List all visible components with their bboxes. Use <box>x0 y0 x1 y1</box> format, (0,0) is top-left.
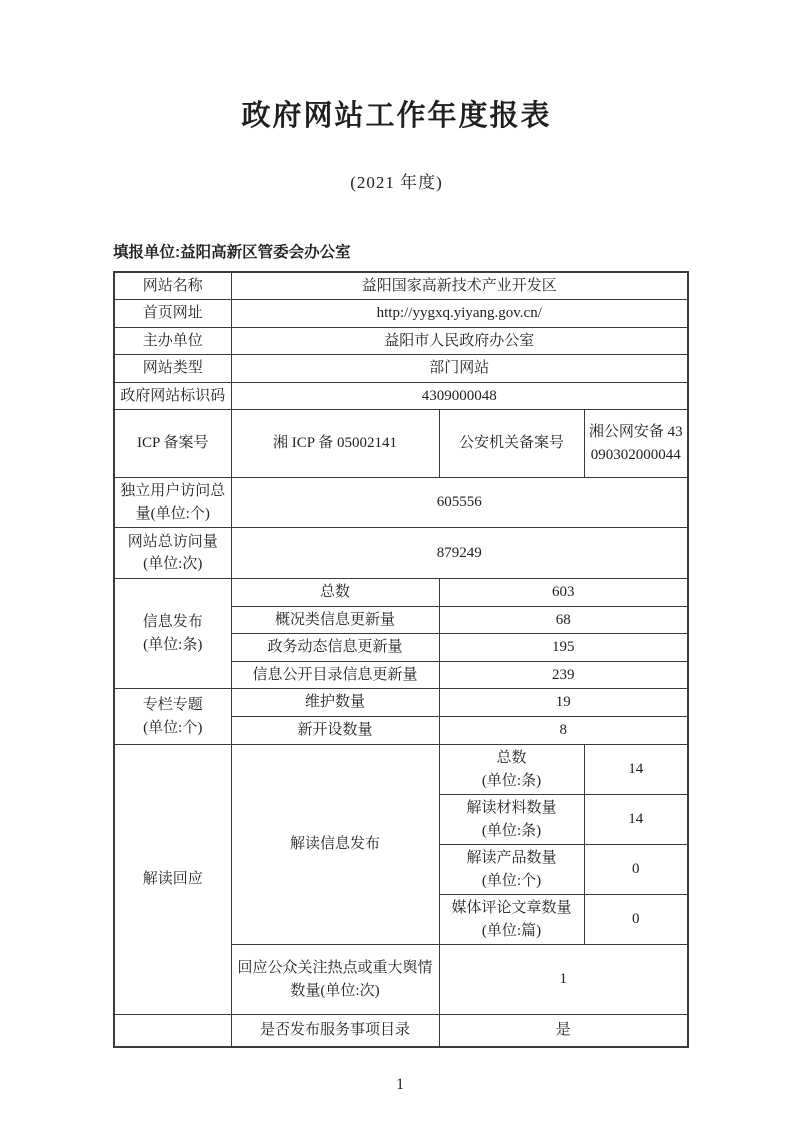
section-label-interpretation: 解读回应 <box>114 745 231 1015</box>
row-label: 是否发布服务事项目录 <box>231 1015 439 1047</box>
row-label: 政府网站标识码 <box>114 382 231 410</box>
row-label-text: 媒体评论文章数量 <box>451 900 572 917</box>
reporting-unit: 填报单位:益阳高新区管委会办公室 <box>113 243 351 261</box>
icp-label: ICP 备案号 <box>114 410 231 478</box>
row-label: 总数 <box>231 579 439 607</box>
row-label: 主办单位 <box>114 327 231 355</box>
section-label-info-publish <box>114 579 231 689</box>
table-row-unique-visitors <box>114 478 688 528</box>
row-unit-text: (单位:篇) <box>481 922 542 939</box>
row-value: 605556 <box>231 478 688 528</box>
row-value: 68 <box>439 606 688 634</box>
row-label: 网站名称 <box>114 272 231 300</box>
row-value: 1 <box>439 945 688 1015</box>
row-label: 维护数量 <box>231 689 439 717</box>
row-label <box>439 745 584 795</box>
row-label <box>439 895 584 945</box>
row-unit-text: (单位:个) <box>481 872 542 889</box>
row-label: 回应公众关注热点或重大舆情数量(单位:次) <box>231 945 439 1015</box>
row-value: 0 <box>584 895 688 945</box>
section-label-text: 信息发布 <box>142 614 203 631</box>
subsection-label-interp-publish: 解读信息发布 <box>231 745 439 945</box>
report-year: (2021 年度) <box>350 172 443 192</box>
icp-value: 湘 ICP 备 05002141 <box>231 410 439 478</box>
row-value: 0 <box>584 845 688 895</box>
row-value: 8 <box>439 717 688 745</box>
row-value: 部门网站 <box>231 355 688 383</box>
table-row-site-type <box>114 355 688 383</box>
row-value: 19 <box>439 689 688 717</box>
row-value: 14 <box>584 795 688 845</box>
homepage-url: http://yygxq.yiyang.gov.cn/ <box>231 300 688 328</box>
table-row-service-directory <box>114 1015 688 1047</box>
row-label <box>439 845 584 895</box>
report-table <box>113 271 689 1048</box>
row-label-text: 总数 <box>496 750 527 767</box>
row-label-text: 解读产品数量 <box>466 850 557 867</box>
table-row-topics-maintained <box>114 689 688 717</box>
table-row-icp <box>114 410 688 478</box>
table-row-total-visits <box>114 528 688 579</box>
row-value: 14 <box>584 745 688 795</box>
row-label: 信息公开目录信息更新量 <box>231 661 439 689</box>
row-label <box>439 795 584 845</box>
table-row-interp-total <box>114 745 688 795</box>
row-label: 概况类信息更新量 <box>231 606 439 634</box>
row-value: 195 <box>439 634 688 662</box>
row-label: 新开设数量 <box>231 717 439 745</box>
row-label: 网站总访问量(单位:次) <box>114 528 231 579</box>
row-unit-text: (单位:条) <box>481 822 542 839</box>
row-value: 是 <box>439 1015 688 1047</box>
section-unit-text: (单位:个) <box>143 719 203 736</box>
row-value: 879249 <box>231 528 688 579</box>
row-label: 政务动态信息更新量 <box>231 634 439 662</box>
table-row-site-name <box>114 272 688 300</box>
row-value: 益阳国家高新技术产业开发区 <box>231 272 688 300</box>
section-label-special-topics <box>114 689 231 745</box>
row-label: 首页网址 <box>114 300 231 328</box>
security-record-value: 湘公网安备 43090302000044 <box>584 410 688 478</box>
section-label-text: 专栏专题 <box>142 697 203 714</box>
row-value: 4309000048 <box>231 382 688 410</box>
page-number: 1 <box>396 1075 404 1093</box>
row-label: 独立用户访问总量(单位:个) <box>114 478 231 528</box>
security-record-label: 公安机关备案号 <box>439 410 584 478</box>
row-value: 603 <box>439 579 688 607</box>
row-value: 益阳市人民政府办公室 <box>231 327 688 355</box>
row-label: 网站类型 <box>114 355 231 383</box>
row-value: 239 <box>439 661 688 689</box>
table-row-organizer <box>114 327 688 355</box>
table-row-site-id <box>114 382 688 410</box>
section-unit-text: (单位:条) <box>143 636 203 653</box>
table-row-homepage-url <box>114 300 688 328</box>
page-title: 政府网站工作年度报表 <box>241 100 552 132</box>
row-unit-text: (单位:条) <box>481 772 542 789</box>
empty-cell <box>114 1015 231 1047</box>
row-label-text: 解读材料数量 <box>466 800 557 817</box>
table-row-info-total <box>114 579 688 607</box>
